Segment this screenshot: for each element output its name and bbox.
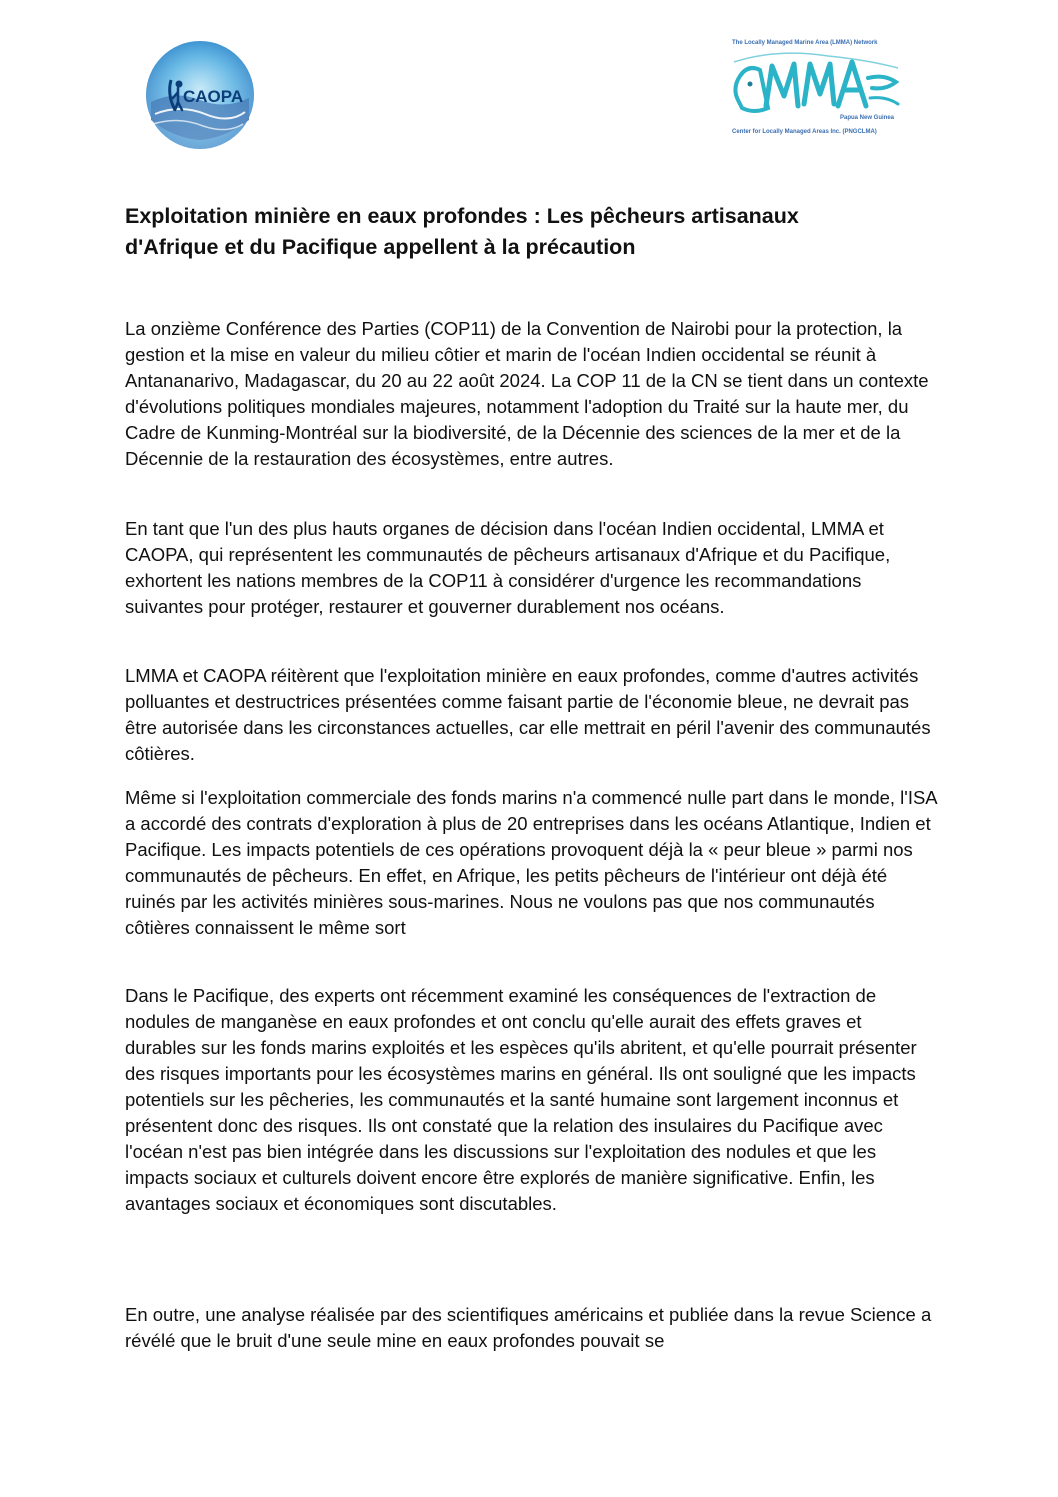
lmma-network-text: The Locally Managed Marine Area (LMMA) Network — [732, 40, 878, 46]
paragraph-3: LMMA et CAOPA réitèrent que l'exploitation minière en eaux profondes, comme d'autres activités polluantes et destructrices présentées comme faisant partie de l'économie bleue, ne devrait pas être autorisée dans les circonstances actuelles, car elle mettrait en péril l'avenir des communautés côtières. — [125, 665, 931, 764]
paragraph-2: En tant que l'un des plus hauts organes de décision dans l'océan Indien occidental, LMMA et CAOPA, qui représentent les communautés de pêcheurs artisanaux d'Afrique et du Pacifique, exhortent les nations membres de la COP11 à considérer d'urgence les recommandations suivantes pour protéger, restaurer et gouverner durablement nos océans. — [125, 518, 891, 617]
caopa-wordmark: CAOPA — [183, 87, 244, 106]
document-title-line-1: Exploitation minière en eaux profondes : Les pêcheurs artisanaux — [125, 204, 799, 228]
lmma-center-text: Center for Locally Managed Areas Inc. (PNGCLMA) — [732, 129, 877, 135]
paragraph-4: Même si l'exploitation commerciale des fonds marins n'a commencé nulle part dans le monde, l'ISA a accordé des contrats d'exploration à plus de 20 entreprises dans les océans Atlantique, Indien et Pacifique. Les impacts potentiels de ces opérations provoquent déjà la « peur bleue » parmi nos communautés de pêcheurs. En effet, en Afrique, les petits pêcheurs de l'intérieur ont déjà été ruinés par les activités minières sous-marines. Nous ne voulons pas que nos communautés côtières connaissent le même sort — [125, 787, 937, 938]
caopa-globe-logo-icon — [145, 40, 255, 150]
paragraph-6: En outre, une analyse réalisée par des scientifiques américains et publiée dans la revue Science a révélé que le bruit d'une seule mine en eaux profondes pouvait se — [125, 1304, 932, 1351]
lmma-logo — [728, 38, 904, 138]
document-title-line-2: d'Afrique et du Pacifique appellent à la précaution — [125, 235, 636, 259]
lmma-country-text: Papua New Guinea — [840, 115, 895, 121]
paragraph-5: Dans le Pacifique, des experts ont récemment examiné les conséquences de l'extraction de nodules de manganèse en eaux profondes et ont conclu qu'elle aurait des effets graves et durables sur les fonds marins exploités et les espèces qu'ils abritent, et qu'elle pourrait présenter des risques importants pour les écosystèmes marins en général. Ils ont souligné que les impacts potentiels sur les pêcheries, les communautés et la santé humaine sont largement inconnus et présentent donc des risques. Ils ont constaté que la relation des insulaires du Pacifique avec l'océan n'est pas bien intégrée dans les discussions sur l'exploitation des nodules et que les impacts sociaux et culturels doivent encore être explorés de manière significative. Enfin, les avantages sociaux et économiques sont discutables. — [125, 985, 917, 1214]
caopa-logo — [145, 40, 255, 150]
document-title — [125, 201, 925, 263]
paragraph-1: La onzième Conférence des Parties (COP11) de la Convention de Nairobi pour la protection, la gestion et la mise en valeur du milieu côtier et marin de l'océan Indien occidental se réunit à Antananarivo, Madagascar, du 20 au 22 août 2024. La COP 11 de la CN se tient dans un contexte d'évolutions politiques mondiales majeures, notamment l'adoption du Traité sur la haute mer, du Cadre de Kunming-Montréal sur la biodiversité, de la Décennie des sciences de la mer et de la Décennie de la restauration des écosystèmes, entre autres. — [125, 318, 929, 469]
